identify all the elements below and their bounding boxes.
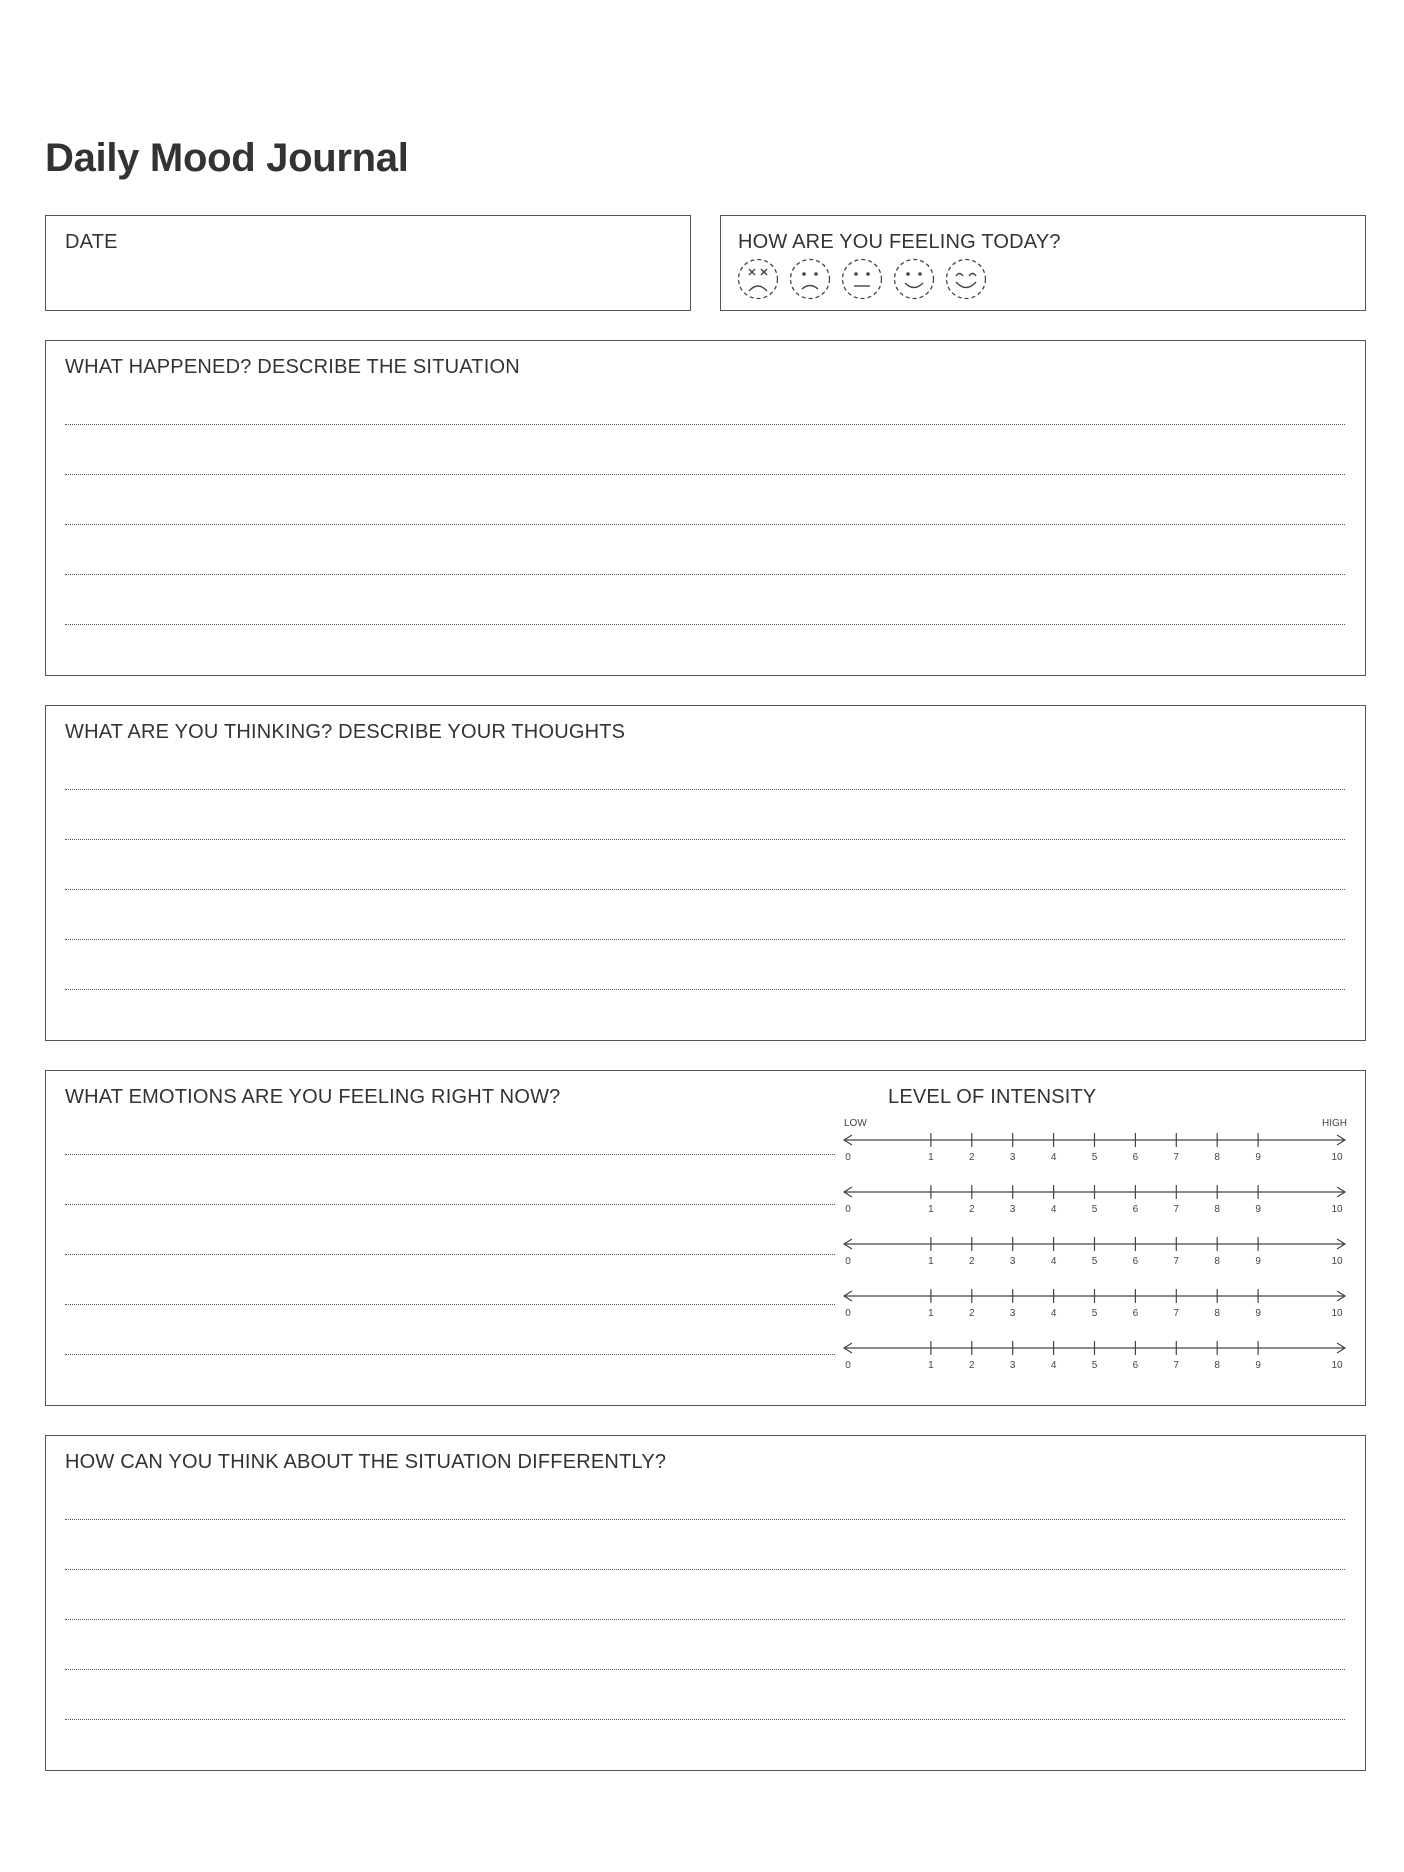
writing-line[interactable] <box>65 789 1345 790</box>
reframe-box <box>45 1435 1366 1771</box>
scale-tick-label: 8 <box>1214 1308 1220 1319</box>
scale-tick-label: 1 <box>928 1308 934 1319</box>
scale-tick-label: 3 <box>1009 1308 1016 1319</box>
writing-line[interactable] <box>65 839 1345 840</box>
very-sad-face-icon[interactable] <box>737 258 779 300</box>
intensity-low-label: LOW <box>844 1118 867 1129</box>
scale-tick-label: 4 <box>1050 1152 1057 1163</box>
scale-tick-label: 1 <box>928 1360 934 1371</box>
scale-tick-label: 8 <box>1214 1256 1220 1267</box>
scale-tick-label: 10 <box>1331 1152 1343 1163</box>
mood-face-row <box>737 258 987 300</box>
thoughts-label: WHAT ARE YOU THINKING? DESCRIBE YOUR THOUGHTS <box>65 721 626 743</box>
feeling-label: HOW ARE YOU FEELING TODAY? <box>738 231 1061 253</box>
scale-tick-label: 0 <box>845 1256 851 1267</box>
writing-line[interactable] <box>65 1719 1345 1720</box>
intensity-label: LEVEL OF INTENSITY <box>888 1086 1097 1108</box>
very-happy-face-icon[interactable] <box>945 258 987 300</box>
sad-face-icon[interactable] <box>789 258 831 300</box>
situation-label: WHAT HAPPENED? DESCRIBE THE SITUATION <box>65 356 520 378</box>
scale-tick-label: 4 <box>1050 1308 1057 1319</box>
scale-tick-label: 7 <box>1173 1204 1180 1215</box>
scale-tick-label: 6 <box>1132 1308 1139 1319</box>
scale-tick-label: 6 <box>1132 1204 1139 1215</box>
writing-line[interactable] <box>65 574 1345 575</box>
scale-tick-label: 9 <box>1255 1152 1261 1163</box>
scale-tick-label: 2 <box>969 1360 975 1371</box>
intensity-scale[interactable] <box>844 1133 1345 1163</box>
writing-line[interactable] <box>65 1154 835 1155</box>
scale-tick-label: 5 <box>1091 1360 1098 1371</box>
scale-tick-label: 1 <box>928 1152 934 1163</box>
scale-tick-label: 9 <box>1255 1308 1261 1319</box>
scale-tick-label: 6 <box>1132 1152 1139 1163</box>
scale-tick-label: 0 <box>845 1152 851 1163</box>
writing-line[interactable] <box>65 624 1345 625</box>
scale-tick-label: 2 <box>969 1204 975 1215</box>
writing-line[interactable] <box>65 1254 835 1255</box>
writing-line[interactable] <box>65 989 1345 990</box>
scale-tick-label: 3 <box>1009 1256 1016 1267</box>
scale-tick-label: 1 <box>928 1204 934 1215</box>
scale-tick-label: 7 <box>1173 1360 1180 1371</box>
scale-tick-label: 10 <box>1331 1308 1343 1319</box>
scale-tick-label: 2 <box>969 1152 975 1163</box>
scale-tick-label: 4 <box>1050 1204 1057 1215</box>
scale-tick-label: 3 <box>1009 1152 1016 1163</box>
scale-tick-label: 9 <box>1255 1360 1261 1371</box>
scale-tick-label: 5 <box>1091 1308 1098 1319</box>
writing-line[interactable] <box>65 1569 1345 1570</box>
scale-tick-label: 2 <box>969 1256 975 1267</box>
situation-box <box>45 340 1366 676</box>
scale-tick-label: 3 <box>1009 1204 1016 1215</box>
intensity-scale[interactable] <box>844 1237 1345 1267</box>
writing-line[interactable] <box>65 1619 1345 1620</box>
thoughts-box <box>45 705 1366 1041</box>
writing-line[interactable] <box>65 524 1345 525</box>
page-title: Daily Mood Journal <box>45 136 409 180</box>
date-label: DATE <box>65 231 118 253</box>
writing-line[interactable] <box>65 939 1345 940</box>
intensity-high-label: HIGH <box>1322 1118 1347 1129</box>
happy-face-icon[interactable] <box>893 258 935 300</box>
scale-tick-label: 8 <box>1214 1204 1220 1215</box>
scale-tick-label: 0 <box>845 1308 851 1319</box>
feeling-box <box>720 215 1366 311</box>
scale-tick-label: 10 <box>1331 1256 1343 1267</box>
intensity-scales-svg <box>842 1112 1347 1372</box>
writing-line[interactable] <box>65 1304 835 1305</box>
scale-tick-label: 5 <box>1091 1204 1098 1215</box>
writing-line[interactable] <box>65 1354 835 1355</box>
reframe-label: HOW CAN YOU THINK ABOUT THE SITUATION DIFFERENTLY? <box>65 1451 667 1473</box>
scale-tick-label: 9 <box>1255 1204 1261 1215</box>
scale-tick-label: 8 <box>1214 1360 1220 1371</box>
scale-tick-label: 4 <box>1050 1256 1057 1267</box>
neutral-face-icon[interactable] <box>841 258 883 300</box>
scale-tick-label: 7 <box>1173 1152 1180 1163</box>
writing-line[interactable] <box>65 889 1345 890</box>
intensity-scale[interactable] <box>844 1341 1345 1371</box>
intensity-scale[interactable] <box>844 1289 1345 1319</box>
writing-line[interactable] <box>65 474 1345 475</box>
writing-line[interactable] <box>65 1669 1345 1670</box>
scale-tick-label: 4 <box>1050 1360 1057 1371</box>
scale-tick-label: 1 <box>928 1256 934 1267</box>
scale-tick-label: 2 <box>969 1308 975 1319</box>
intensity-scale[interactable] <box>844 1185 1345 1215</box>
writing-line[interactable] <box>65 1204 835 1205</box>
emotions-label: WHAT EMOTIONS ARE YOU FEELING RIGHT NOW? <box>65 1086 561 1108</box>
writing-line[interactable] <box>65 1519 1345 1520</box>
scale-tick-label: 10 <box>1331 1204 1343 1215</box>
scale-tick-label: 7 <box>1173 1256 1180 1267</box>
scale-tick-label: 6 <box>1132 1360 1139 1371</box>
scale-tick-label: 0 <box>845 1360 851 1371</box>
scale-tick-label: 8 <box>1214 1152 1220 1163</box>
scale-tick-label: 9 <box>1255 1256 1261 1267</box>
scale-tick-label: 7 <box>1173 1308 1180 1319</box>
scale-tick-label: 3 <box>1009 1360 1016 1371</box>
date-box[interactable] <box>45 215 691 311</box>
scale-tick-label: 5 <box>1091 1256 1098 1267</box>
intensity-scales <box>842 1112 1347 1372</box>
scale-tick-label: 0 <box>845 1204 851 1215</box>
scale-tick-label: 6 <box>1132 1256 1139 1267</box>
writing-line[interactable] <box>65 424 1345 425</box>
scale-tick-label: 10 <box>1331 1360 1343 1371</box>
scale-tick-label: 5 <box>1091 1152 1098 1163</box>
